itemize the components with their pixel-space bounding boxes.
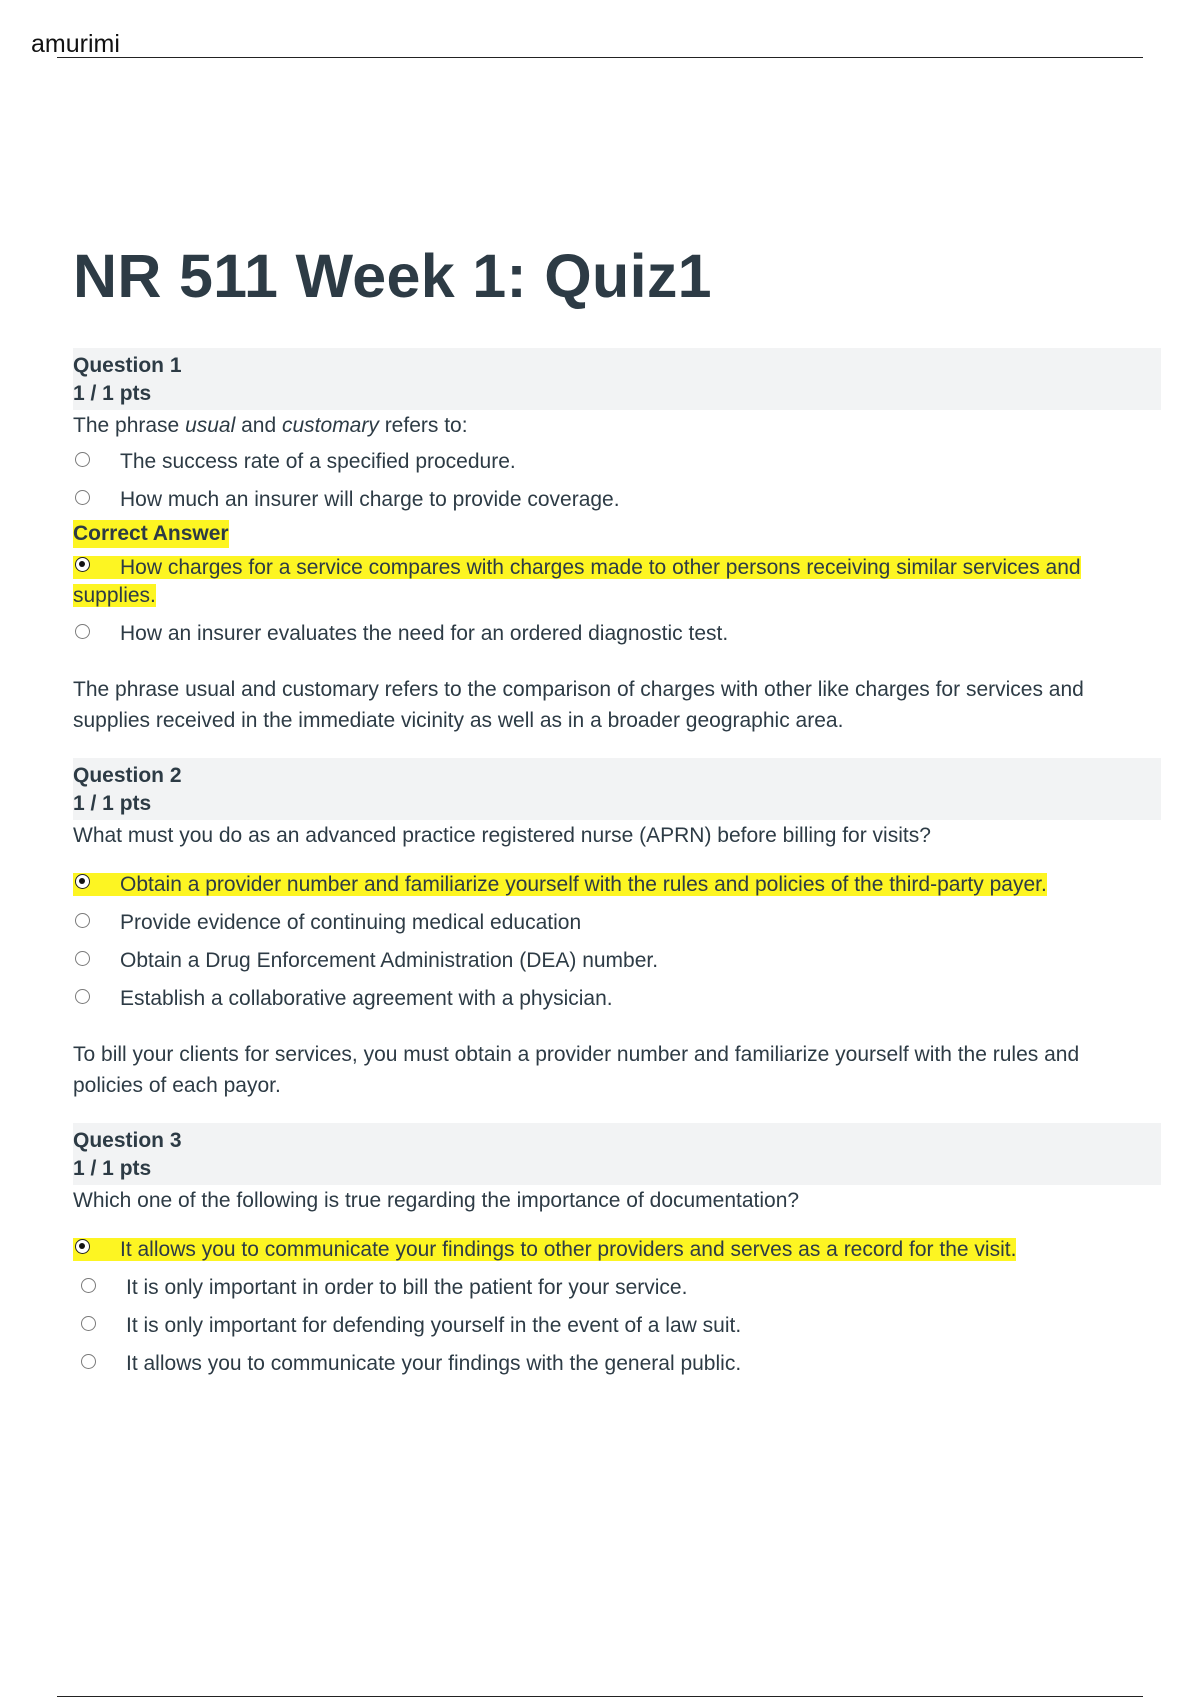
radio-unchecked-icon[interactable] [75,490,90,505]
answer-label: It is only important for defending yourself in the event of a law suit. [126,1314,742,1337]
question-text-emphasis: usual [185,414,236,437]
answer-option[interactable] [73,985,1161,1013]
question-title: Question 1 [73,354,182,377]
footer-rule [57,1696,1143,1697]
username: amurimi [31,30,120,58]
question-text-part: and [235,414,282,437]
radio-unchecked-icon[interactable] [75,951,90,966]
question-1 [73,348,1161,736]
radio-checked-icon[interactable] [75,874,90,889]
answer-label: Obtain a provider number and familiarize yourself with the rules and policies of the third-party payer. [120,873,1047,896]
answer-option-selected[interactable] [73,871,1161,899]
answer-label: How charges for a service compares with charges made to other persons receiving similar services and supplies. [73,556,1081,607]
header-rule [57,57,1143,58]
answer-option-selected[interactable] [73,1236,1161,1264]
question-3 [73,1123,1161,1378]
radio-unchecked-icon[interactable] [75,624,90,639]
answer-highlight [73,556,1081,607]
answer-option[interactable] [79,1274,1161,1302]
answer-highlight [73,1238,1016,1261]
question-2 [73,758,1161,1101]
answer-option[interactable] [73,947,1161,975]
question-header [73,758,1161,820]
answer-explanation: The phrase usual and customary refers to the comparison of charges with other like charges for services and supplies received in the immediate vicinity as well as in a broader geographic area. [73,678,1084,732]
answer-option[interactable] [79,1312,1161,1340]
answer-option-selected[interactable] [73,554,1161,610]
question-text-emphasis: customary [282,414,379,437]
answer-label: Provide evidence of continuing medical education [120,911,582,934]
radio-checked-icon[interactable] [75,1239,90,1254]
answer-label: The success rate of a specified procedure. [120,450,516,473]
answer-label: Establish a collaborative agreement with a physician. [120,987,613,1010]
answer-label: How an insurer evaluates the need for an ordered diagnostic test. [120,622,729,645]
correct-answer-label: Correct Answer [73,520,229,548]
question-text: Which one of the following is true regarding the importance of documentation? [73,1189,800,1212]
answer-label: It allows you to communicate your findings with the general public. [126,1352,742,1375]
answer-explanation: To bill your clients for services, you must obtain a provider number and familiarize yourself with the rules and policies of each payor. [73,1043,1080,1097]
question-points: 1 / 1 pts [73,1157,152,1180]
question-text-part: The phrase [73,414,186,437]
answer-label: Obtain a Drug Enforcement Administration (DEA) number. [120,949,659,972]
answer-option[interactable] [79,1350,1161,1378]
question-text-part: refers to: [378,414,468,437]
radio-unchecked-icon[interactable] [81,1354,96,1369]
question-points: 1 / 1 pts [73,792,152,815]
radio-checked-icon[interactable] [75,557,90,572]
question-header [73,1123,1161,1185]
answer-label: How much an insurer will charge to provide coverage. [120,488,620,511]
radio-unchecked-icon[interactable] [75,913,90,928]
radio-unchecked-icon[interactable] [75,989,90,1004]
quiz-content [73,240,1161,1400]
answer-label: It is only important in order to bill the patient for your service. [126,1276,688,1299]
question-points: 1 / 1 pts [73,382,152,405]
question-title: Question 3 [73,1129,182,1152]
radio-wrap [73,873,120,893]
question-text [73,410,1161,441]
question-header [73,348,1161,410]
radio-unchecked-icon[interactable] [81,1278,96,1293]
radio-wrap [73,556,120,576]
page-title: NR 511 Week 1: Quiz1 [73,242,712,310]
answer-option[interactable] [73,448,1161,476]
answer-label: It allows you to communicate your findings to other providers and serves as a record for the visit. [120,1238,1017,1261]
answer-option[interactable] [73,620,1161,648]
question-text: What must you do as an advanced practice registered nurse (APRN) before billing for visits? [73,824,931,847]
page-header [31,30,1143,58]
answer-option[interactable] [73,909,1161,937]
answer-highlight [73,873,1047,896]
question-title: Question 2 [73,764,182,787]
radio-wrap [73,1238,120,1258]
radio-unchecked-icon[interactable] [75,452,90,467]
radio-unchecked-icon[interactable] [81,1316,96,1331]
answer-option[interactable] [73,486,1161,514]
